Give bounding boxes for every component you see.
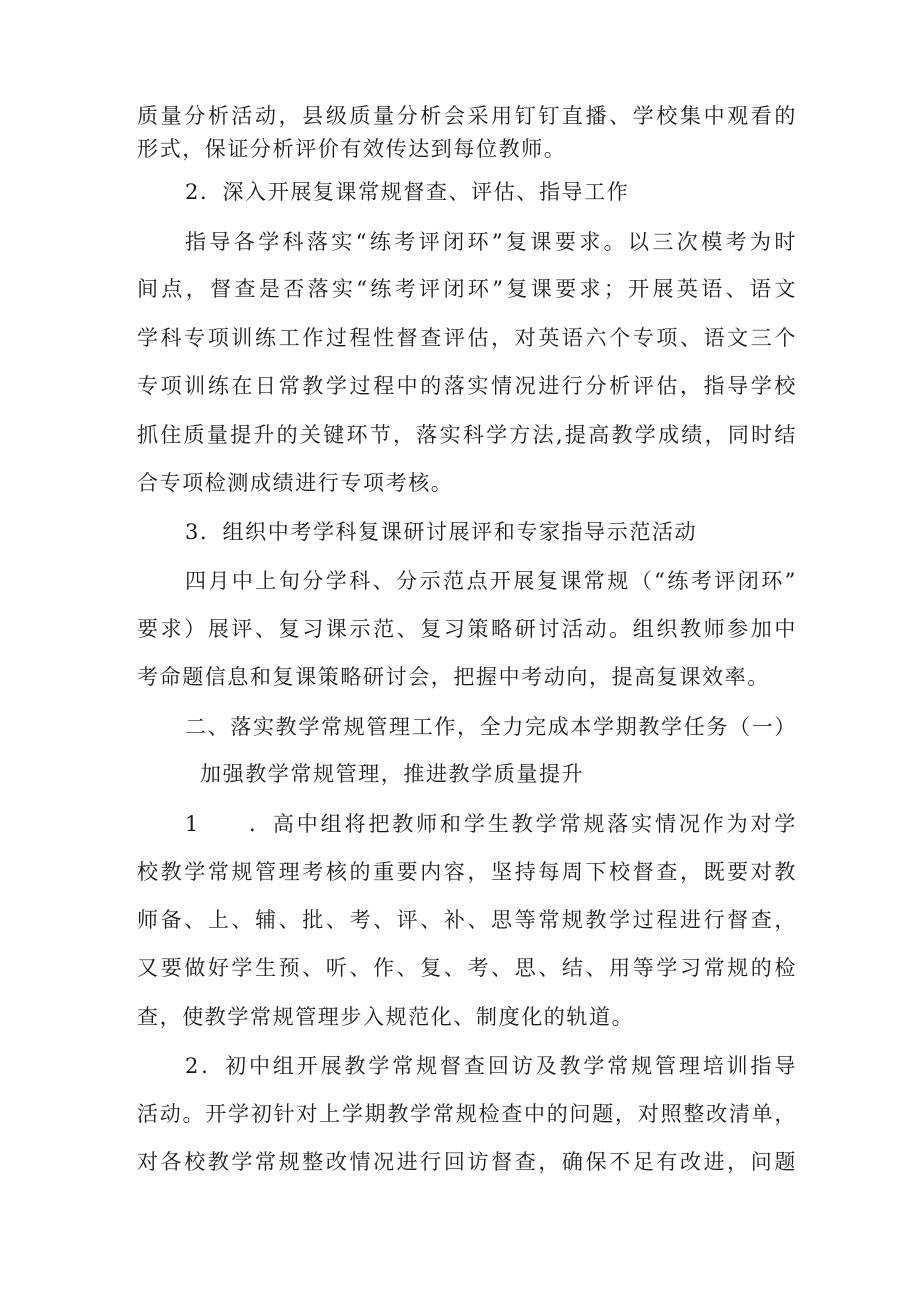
paragraph-line: 质量分析活动，县级质量分析会采用钉钉直播、学校集中观看的 — [137, 104, 797, 128]
paragraph-line: 指导各学科落实“练考评闭环”复课要求。以三次模考为时 — [185, 230, 797, 254]
paragraph-line: 查，使教学常规管理步入规范化、制度化的轨道。 — [137, 1005, 635, 1029]
paragraph-line: 师备、上、辅、批、考、评、补、思等常规教学过程进行督查， — [137, 908, 797, 932]
paragraph-line: 对各校教学常规整改情况进行回访督查，确保不足有改进，问题 — [137, 1150, 797, 1174]
paragraph-line: 间点，督查是否落实“练考评闭环”复课要求；开展英语、语文 — [137, 277, 797, 301]
paragraph-line: 四月中上旬分学科、分示范点开展复课常规（“练考评闭环” — [185, 569, 797, 593]
paragraph-line: 形式，保证分析评价有效传达到每位教师。 — [137, 137, 567, 161]
paragraph-line: 要求）展评、复习课示范、复习策略研讨活动。组织教师参加中 — [137, 617, 797, 641]
chapter-heading: 二、落实教学常规管理工作，全力完成本学期教学任务（一） — [185, 715, 797, 739]
paragraph-line: 考命题信息和复课策略研讨会，把握中考动向，提高复课效率。 — [137, 665, 770, 689]
chapter-heading: 加强教学常规管理，推进教学质量提升 — [200, 762, 585, 786]
paragraph-line: 2．初中组开展教学常规督查回访及教学常规管理培训指导 — [185, 1054, 797, 1078]
paragraph-line: 活动。开学初针对上学期教学常规检查中的问题，对照整改清单， — [137, 1102, 797, 1126]
section-heading: 2．深入开展复课常规督查、评估、指导工作 — [185, 180, 630, 204]
paragraph-line: 抓住质量提升的关键环节，落实科学方法,提高教学成绩，同时结 — [137, 423, 797, 447]
section-heading: 3．组织中考学科复课研讨展评和专家指导示范活动 — [185, 520, 698, 544]
paragraph-line: 又要做好学生预、听、作、复、考、思、结、用等学习常规的检 — [137, 956, 797, 980]
paragraph-line: 1 ．高中组将把教师和学生教学常规落实情况作为对学 — [185, 812, 797, 836]
paragraph-line: 合专项检测成绩进行专项考核。 — [137, 471, 454, 495]
paragraph-line: 校教学常规管理考核的重要内容，坚持每周下校督查，既要对教 — [137, 860, 797, 884]
paragraph-line: 学科专项训练工作过程性督查评估，对英语六个专项、语文三个 — [137, 326, 797, 350]
paragraph-line: 专项训练在日常教学过程中的落实情况进行分析评估，指导学校 — [137, 374, 797, 398]
